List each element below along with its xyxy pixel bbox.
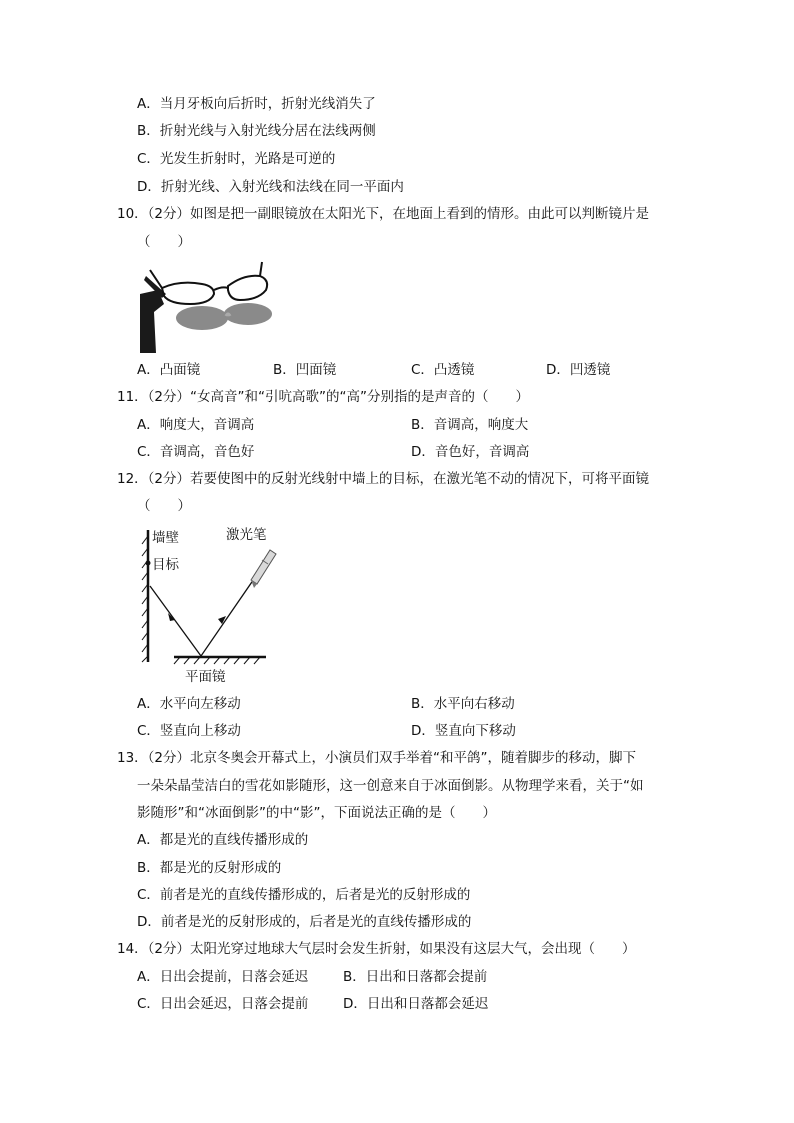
wall-label: 墙壁 [152, 530, 179, 546]
q10-option-d: D．凹透镜 [546, 362, 611, 378]
q13-option-b: B．都是光的反射形成的 [137, 860, 282, 876]
q11-option-a: A．响度大，音调高 [137, 417, 255, 433]
q9-option-c: C．光发生折射时，光路是可逆的 [137, 151, 336, 167]
q9-option-a: A．当月牙板向后折时，折射光线消失了 [137, 96, 376, 112]
target-dot [146, 561, 151, 566]
q10-option-c: C．凸透镜 [411, 362, 475, 378]
q13-option-a: A．都是光的直线传播形成的 [137, 832, 309, 848]
laser-pen-icon [251, 550, 276, 588]
q13-option-c: C．前者是光的直线传播形成的，后者是光的反射形成的 [137, 887, 471, 903]
q14-option-b: B．日出和日落都会提前 [343, 969, 488, 985]
q10-option-a: A．凸面镜 [137, 362, 201, 378]
q13-stem-line2: 一朵朵晶莹洁白的雪花如影随形，这一创意来自于冰面倒影。从物理学来看，关于“如 [137, 778, 644, 794]
q11-option-b: B．音调高，响度大 [411, 417, 529, 433]
laser-pen-label: 激光笔 [226, 527, 267, 543]
q14-option-c: C．日出会延迟，日落会提前 [137, 996, 309, 1012]
q11-option-d: D．音色好，音调高 [411, 444, 530, 460]
target-label: 目标 [152, 557, 179, 573]
q10-stem: 10．（2分）如图是把一副眼镜放在太阳光下，在地面上看到的情形。由此可以判断镜片是 [117, 206, 650, 222]
q13-stem-line3: 影随形”和“冰面倒影”的中“影”，下面说法正确的是（ ） [137, 805, 496, 821]
q9-option-d: D．折射光线、入射光线和法线在同一平面内 [137, 179, 404, 195]
q11-stem: 11．（2分）“女高音”和“引吭高歌”的“高”分别指的是声音的（ ） [117, 389, 529, 405]
mirror-label: 平面镜 [185, 669, 226, 685]
q12-option-c: C．竖直向上移动 [137, 723, 241, 739]
q11-option-c: C．音调高，音色好 [137, 444, 255, 460]
q10-answer-paren: （ ） [137, 234, 191, 250]
q12-option-b: B．水平向右移动 [411, 696, 515, 712]
q13-option-d: D．前者是光的反射形成的，后者是光的直线传播形成的 [137, 914, 472, 930]
q14-option-d: D．日出和日落都会延迟 [343, 996, 489, 1012]
q13-stem-line1: 13．（2分）北京冬奥会开幕式上，小演员们双手举着“和平鸽”，随着脚步的移动，脚下 [117, 750, 637, 766]
q10-option-b: B．凹面镜 [273, 362, 337, 378]
q9-option-b: B．折射光线与入射光线分居在法线两侧 [137, 123, 376, 139]
q14-option-a: A．日出会提前，日落会延迟 [137, 969, 309, 985]
q12-option-d: D．竖直向下移动 [411, 723, 516, 739]
q12-option-a: A．水平向左移动 [137, 696, 241, 712]
q12-answer-paren: （ ） [137, 498, 191, 514]
q14-stem: 14．（2分）太阳光穿过地球大气层时会发生折射，如果没有这层大气，会出现（ ） [117, 941, 636, 957]
q12-stem: 12．（2分）若要使图中的反射光线射中墙上的目标，在激光笔不动的情况下，可将平面镜 [117, 471, 650, 487]
glasses-photo [140, 260, 275, 353]
